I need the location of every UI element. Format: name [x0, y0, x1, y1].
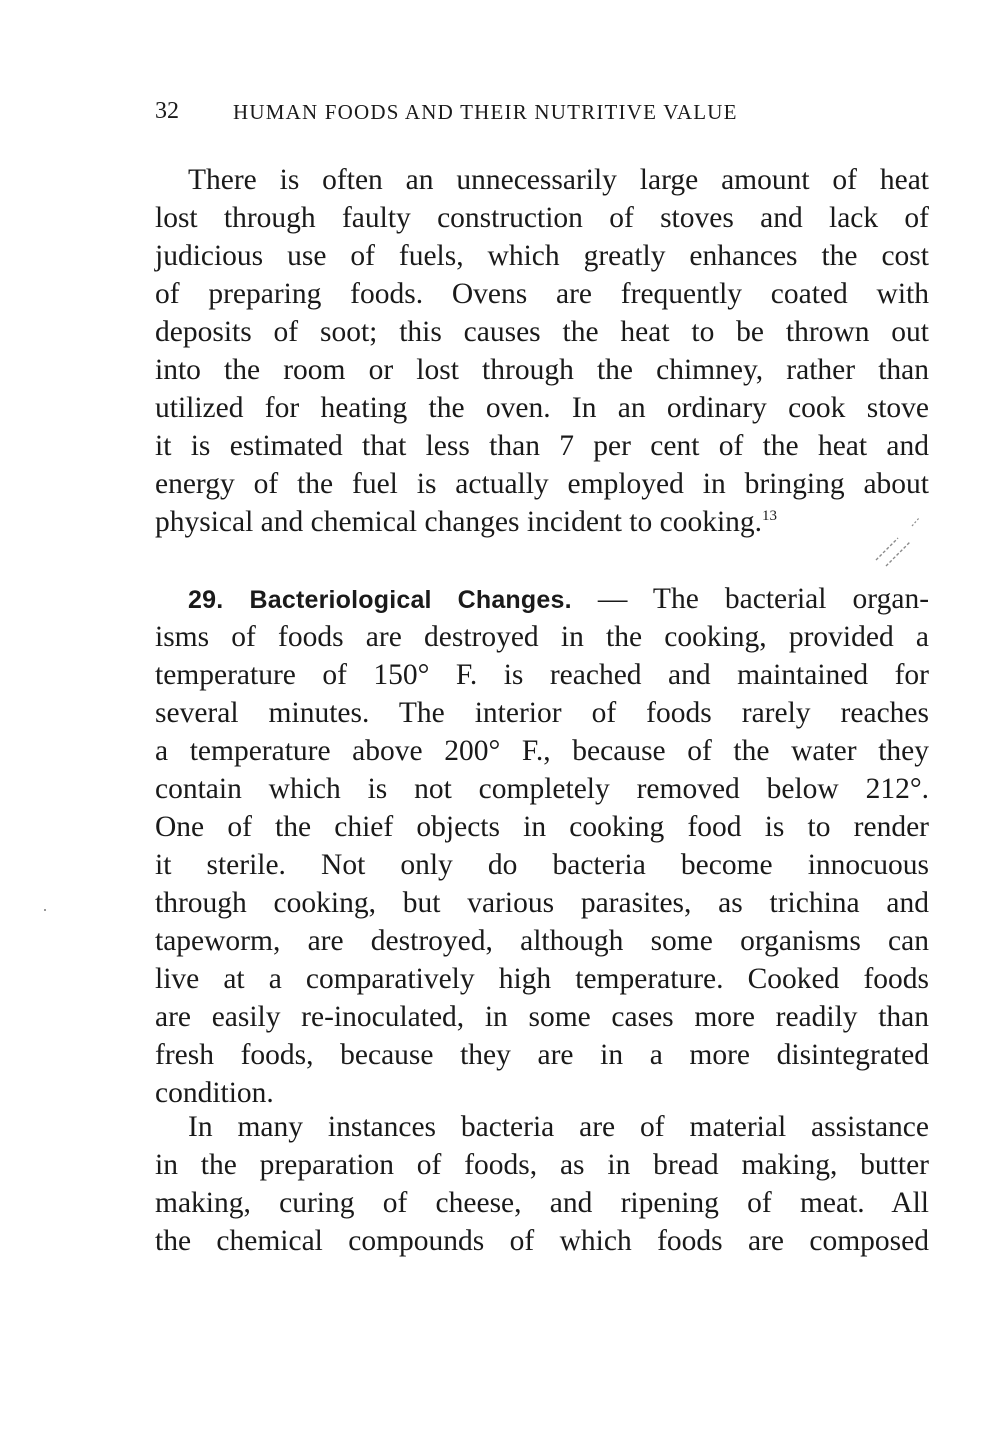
- text-line: [155, 504, 929, 540]
- text-line: tapeworm, are destroyed, although some organisms can: [155, 925, 929, 957]
- text-line: through cooking, but various parasites, as trichina and: [155, 887, 929, 919]
- text-line: condition.: [155, 1077, 274, 1109]
- text-line: fresh foods, because they are in a more disintegrated: [155, 1039, 929, 1071]
- text-line: are easily re-inoculated, in some cases more readily than: [155, 1001, 929, 1033]
- text-line: making, curing of cheese, and ripening of meat. All: [155, 1187, 929, 1219]
- pencil-mark-icon: [862, 516, 932, 572]
- section-title: Bacteriological Changes.: [249, 586, 572, 614]
- text-line: There is often an unnecessarily large amount of heat: [188, 164, 929, 196]
- text-line: live at a comparatively high temperature. Cooked foods: [155, 963, 929, 995]
- section-heading-line: [188, 581, 929, 617]
- text-line: energy of the fuel is actually employed in bringing about: [155, 468, 929, 500]
- text-line: the chemical compounds of which foods are composed: [155, 1225, 929, 1257]
- text-line: a temperature above 200° F., because of the water they: [155, 735, 929, 767]
- running-title: HUMAN FOODS AND THEIR NUTRITIVE VALUE: [233, 100, 738, 124]
- text-line-content: physical and chemical changes incident to cooking.: [155, 506, 763, 538]
- section-number: 29.: [188, 586, 224, 614]
- text-line: utilized for heating the oven. In an ordinary cook stove: [155, 392, 929, 424]
- text-line: lost through faulty construction of stoves and lack of: [155, 202, 929, 234]
- text-line: into the room or lost through the chimney, rather than: [155, 354, 929, 386]
- footnote-reference: 13: [762, 508, 778, 524]
- text-line: temperature of 150° F. is reached and maintained for: [155, 659, 929, 691]
- page-number: 32: [155, 98, 179, 124]
- text-line: deposits of soot; this causes the heat to be thrown out: [155, 316, 929, 348]
- text-line: isms of foods are destroyed in the cooking, provided a: [155, 621, 929, 653]
- text-line: it sterile. Not only do bacteria become innocuous: [155, 849, 929, 881]
- running-head: [155, 96, 935, 126]
- paper-speck: [44, 909, 46, 911]
- text-line: it is estimated that less than 7 per cent of the heat and: [155, 430, 929, 462]
- text-line: in the preparation of foods, as in bread making, butter: [155, 1149, 929, 1181]
- text-line: One of the chief objects in cooking food is to render: [155, 811, 929, 843]
- section-first-line-text: — The bacterial organ-: [597, 583, 930, 615]
- text-line: several minutes. The interior of foods rarely reaches: [155, 697, 929, 729]
- text-line: In many instances bacteria are of material assistance: [188, 1111, 929, 1143]
- text-line: contain which is not completely removed below 212°.: [155, 773, 929, 805]
- text-line: of preparing foods. Ovens are frequently coated with: [155, 278, 929, 310]
- text-line: judicious use of fuels, which greatly enhances the cost: [155, 240, 929, 272]
